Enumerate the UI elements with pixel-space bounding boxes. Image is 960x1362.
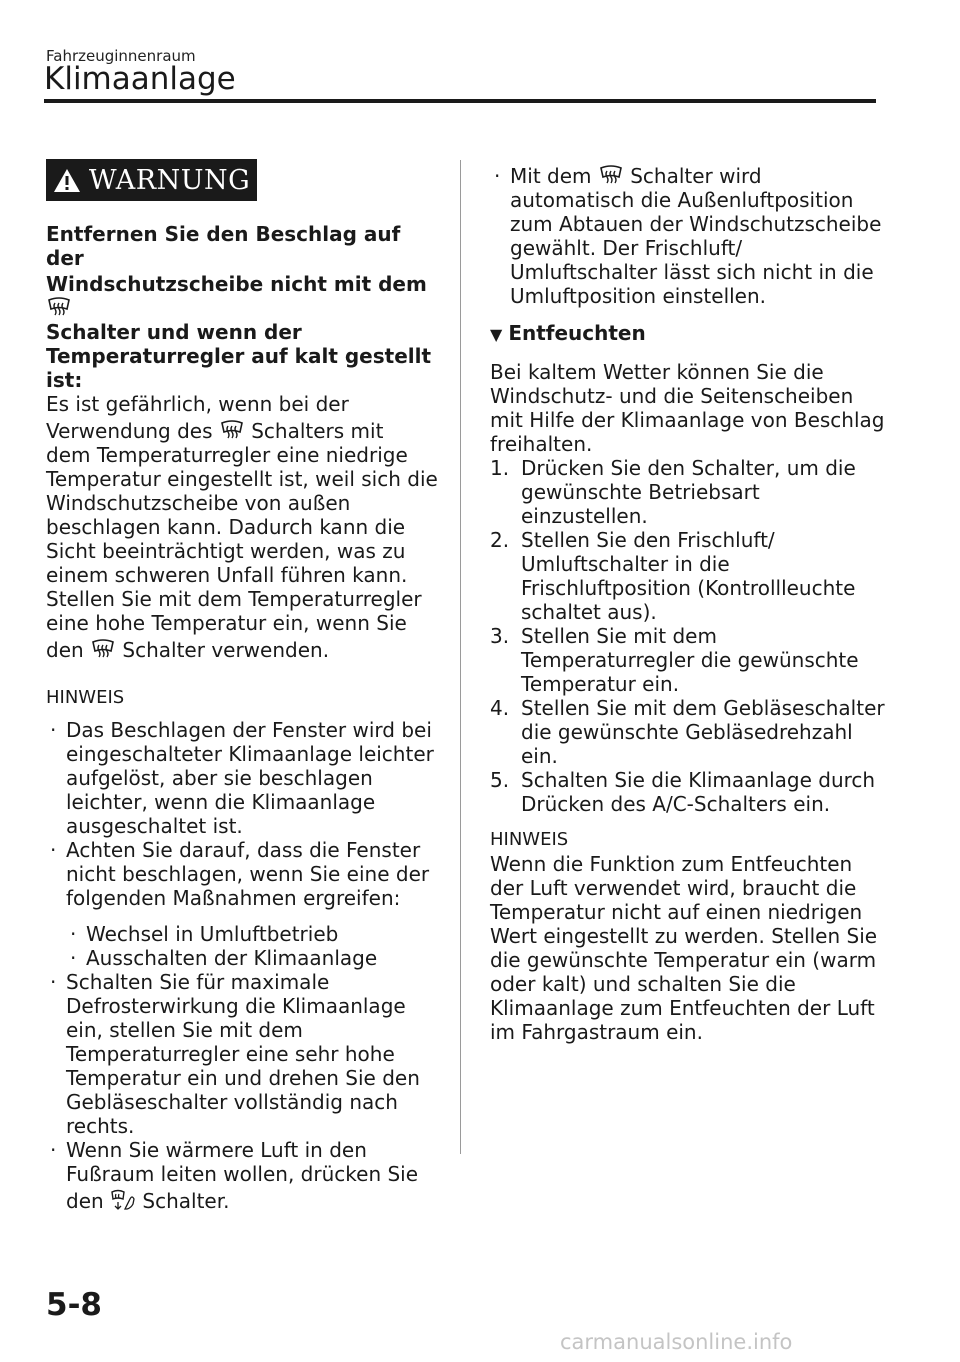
page-number: 5-8: [46, 1287, 103, 1323]
bullet-line: Umluftposition einstellen.: [510, 284, 767, 308]
right-bullet: [490, 164, 885, 308]
step-line: Umluftschalter in die: [521, 552, 730, 576]
hinweis-section: [46, 686, 441, 1213]
step-number: 4.: [490, 696, 510, 720]
bullet-line: rechts.: [66, 1114, 135, 1138]
hinweis-bullet: [46, 1138, 441, 1213]
warning-badge: [46, 159, 257, 201]
floor-defrost-icon: [110, 1189, 136, 1211]
warning-body-text: Schalter verwenden.: [122, 638, 330, 662]
triangle-down-icon: ▼: [490, 325, 503, 344]
step-number: 3.: [490, 624, 510, 648]
bullet-line: automatisch die Außenluftposition: [510, 188, 854, 212]
step-line: Schalten Sie die Klimaanlage durch: [521, 768, 876, 792]
bullet-line: nicht beschlagen, wenn Sie eine der: [66, 862, 430, 886]
paragraph-line: oder kalt) und schalten Sie die: [490, 972, 796, 996]
paragraph-line: Klimaanlage zum Entfeuchten der Luft: [490, 996, 875, 1020]
hinweis-label: HINWEIS: [490, 829, 569, 850]
warning-heading-line: Schalter und wenn der: [46, 320, 302, 344]
bullet-line: · Schalten Sie für maximale: [66, 970, 330, 994]
warning-heading-line: [46, 272, 441, 320]
paragraph-line: mit Hilfe der Klimaanlage von Beschlag: [490, 408, 885, 432]
bullet-line: eingeschalteter Klimaanlage leichter: [66, 742, 434, 766]
step-line: Stellen Sie den Frischluft/: [521, 528, 775, 552]
bullet-line: zum Abtauen der Windschutzscheibe: [510, 212, 882, 236]
bullet-line: aufgelöst, aber sie beschlagen: [66, 766, 373, 790]
step-item: [490, 528, 885, 624]
warning-body-text: den: [46, 638, 84, 662]
step-line: Stellen Sie mit dem Gebläseschalter: [521, 696, 885, 720]
subsection-heading: [490, 321, 885, 347]
bullet-line: [510, 164, 885, 188]
step-item: [490, 624, 885, 696]
bullet-line: gewählt. Der Frischluft/: [510, 236, 743, 260]
hinweis-sub-bullet: [66, 946, 441, 970]
steps-list: [490, 456, 885, 816]
title-rule: [44, 99, 876, 103]
watermark: carmanualsonline.info: [560, 1330, 793, 1354]
paragraph-line: die gewünschte Temperatur ein (warm: [490, 948, 877, 972]
warning-section: [46, 222, 441, 662]
step-item: [490, 696, 885, 768]
page-title: Klimaanlage: [44, 61, 236, 97]
hinweis-section: [490, 828, 885, 1044]
step-number: 5.: [490, 768, 510, 792]
warning-body-line: Windschutzscheibe von außen: [46, 491, 351, 515]
warning-body-line: beschlagen kann. Dadurch kann die: [46, 515, 406, 539]
warning-heading-text: Windschutzscheibe nicht mit dem: [46, 272, 427, 296]
bullet-text: Schalter wird: [630, 164, 762, 188]
paragraph-line: Wert eingestellt zu werden. Stellen Sie: [490, 924, 878, 948]
step-line: schaltet aus).: [521, 600, 657, 624]
defrost-icon: [90, 638, 116, 660]
step-line: Drücken Sie den Schalter, um die: [521, 456, 856, 480]
paragraph-line: Bei kaltem Wetter können Sie die: [490, 360, 824, 384]
warning-body-line: einem schweren Unfall führen kann.: [46, 563, 408, 587]
warning-heading-line: Entfernen Sie den Beschlag auf der: [46, 222, 401, 270]
hinweis-label: HINWEIS: [46, 687, 125, 708]
hinweis-bullet: [46, 718, 441, 838]
warning-body-line: Stellen Sie mit dem Temperaturregler: [46, 587, 422, 611]
step-line: einzustellen.: [521, 504, 648, 528]
step-line: die gewünschte Gebläsedrehzahl: [521, 720, 853, 744]
bullet-text: Mit dem: [510, 164, 592, 188]
bullet-line: Gebläseschalter vollständig nach: [66, 1090, 398, 1114]
hinweis-sub-bullet: [66, 922, 441, 946]
hinweis-bullet: [46, 970, 441, 1138]
bullet-line: · Ausschalten der Klimaanlage: [86, 946, 378, 970]
paragraph-line: Wenn die Funktion zum Entfeuchten: [490, 852, 853, 876]
step-item: [490, 768, 885, 816]
warning-body-text: Schalters mit: [251, 419, 384, 443]
step-line: gewünschte Betriebsart: [521, 480, 760, 504]
bullet-text: Schalter.: [142, 1189, 230, 1213]
bullet-line: Umluftschalter lässt sich nicht in die: [510, 260, 874, 284]
intro-paragraph: [490, 360, 885, 456]
bullet-line: folgenden Maßnahmen ergreifen:: [66, 886, 401, 910]
bullet-line: · Achten Sie darauf, dass die Fenster: [66, 838, 421, 862]
defrost-icon: [46, 296, 72, 318]
step-line: Stellen Sie mit dem: [521, 624, 717, 648]
warning-body-line: eine hohe Temperatur ein, wenn Sie: [46, 611, 407, 635]
warning-body-line: dem Temperaturregler eine niedrige: [46, 443, 408, 467]
bullet-line: · Wenn Sie wärmere Luft in den: [66, 1138, 367, 1162]
bullet-line: Fußraum leiten wollen, drücken Sie: [66, 1162, 419, 1186]
defrost-icon: [598, 164, 624, 186]
bullet-text: den: [66, 1189, 104, 1213]
paragraph-line: der Luft verwendet wird, braucht die: [490, 876, 857, 900]
paragraph-line: freihalten.: [490, 432, 593, 456]
bullet-line: · Das Beschlagen der Fenster wird bei: [66, 718, 432, 742]
bullet-line: · Wechsel in Umluftbetrieb: [86, 922, 339, 946]
bullet-line: Temperatur ein und drehen Sie den: [66, 1066, 420, 1090]
step-number: 1.: [490, 456, 510, 480]
bullet-line: Temperaturregler eine sehr hohe: [66, 1042, 395, 1066]
right-column: [490, 164, 885, 1044]
bullet-line: Defrosterwirkung die Klimaanlage: [66, 994, 406, 1018]
warning-body-line: [46, 419, 441, 443]
warning-body-line: Temperatur eingestellt ist, weil sich die: [46, 467, 438, 491]
hinweis-bullet: [46, 838, 441, 910]
paragraph-line: Windschutz- und die Seitenscheiben: [490, 384, 854, 408]
paragraph-line: Temperatur nicht auf einen niedrigen: [490, 900, 863, 924]
step-line: Temperaturregler die gewünschte: [521, 648, 859, 672]
step-line: Drücken des A/C-Schalters ein.: [521, 792, 831, 816]
warning-label: WARNUNG: [88, 164, 251, 196]
section-label: Fahrzeuginnenraum: [46, 47, 196, 65]
bullet-line: ein, stellen Sie mit dem: [66, 1018, 303, 1042]
subsection-heading-text: Entfeuchten: [508, 321, 646, 345]
step-item: [490, 456, 885, 528]
warning-body-line: [46, 638, 441, 662]
step-line: Frischluftposition (Kontrollleuchte: [521, 576, 856, 600]
step-line: ein.: [521, 744, 558, 768]
warning-body-text: Verwendung des: [46, 419, 213, 443]
bullet-line: [66, 1189, 441, 1213]
warning-triangle-icon: [53, 168, 81, 193]
warning-body-line: Es ist gefährlich, wenn bei der: [46, 392, 349, 416]
left-column: [46, 222, 441, 1213]
column-divider: [460, 160, 461, 1154]
bullet-line: ausgeschaltet ist.: [66, 814, 243, 838]
defrost-icon: [219, 419, 245, 441]
step-line: Temperatur ein.: [521, 672, 680, 696]
paragraph-line: im Fahrgastraum ein.: [490, 1020, 703, 1044]
warning-body-line: Sicht beeinträchtigt werden, was zu: [46, 539, 406, 563]
step-number: 2.: [490, 528, 510, 552]
warning-heading-line: Temperaturregler auf kalt gestellt ist:: [46, 344, 432, 392]
bullet-line: leichter, wenn die Klimaanlage: [66, 790, 376, 814]
